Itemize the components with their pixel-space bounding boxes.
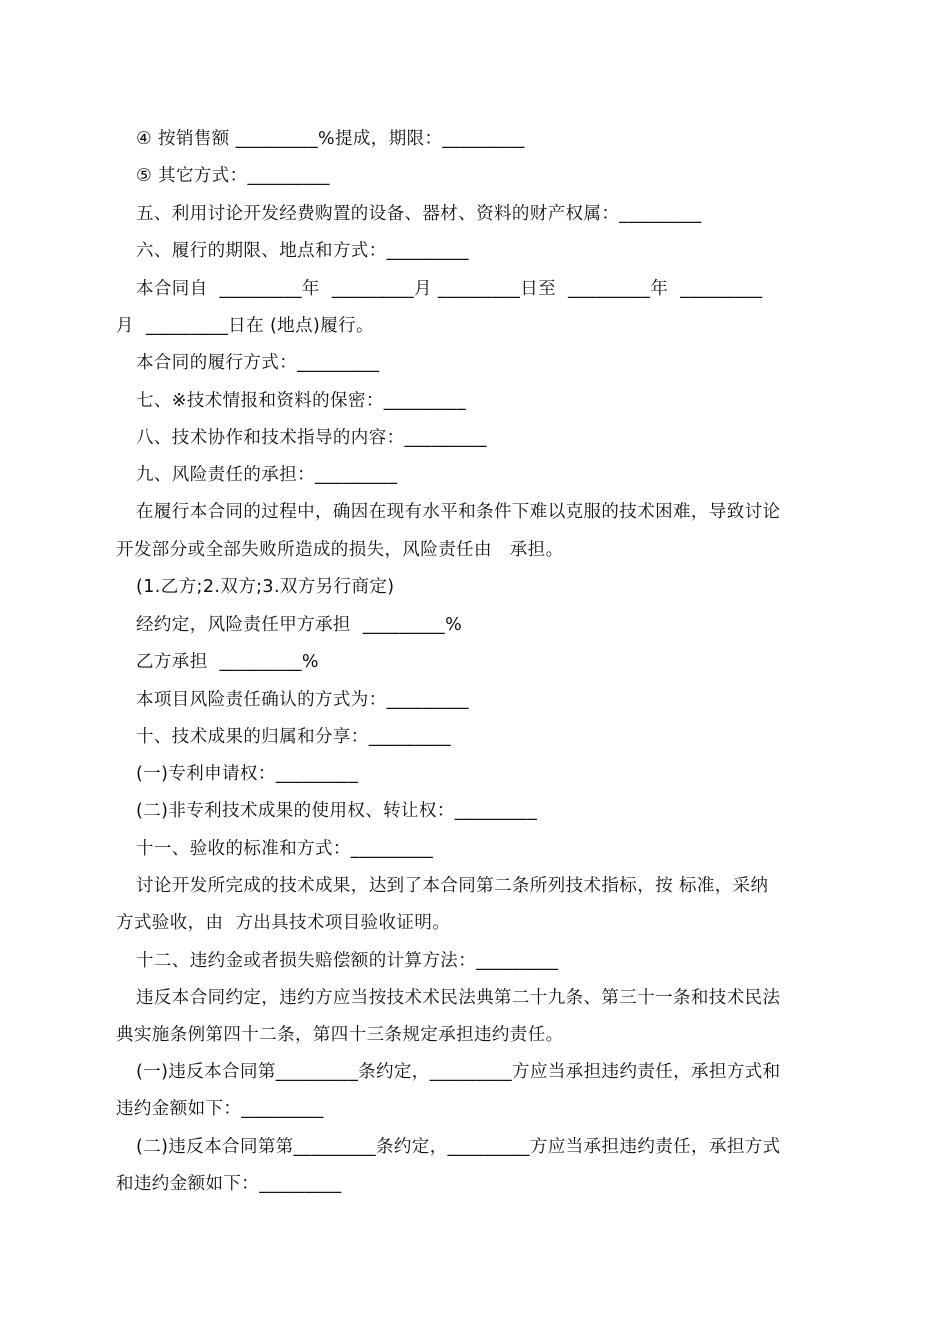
text-line: 月 _________日在 (地点)履行。 xyxy=(116,316,374,336)
text-line: 八、技术协作和技术指导的内容：_________ xyxy=(136,428,487,448)
text-line: 本合同自 _________年 _________月 _________日至 _________年 _________ xyxy=(136,279,763,299)
text-line: (二)非专利技术成果的使用权、转让权：_________ xyxy=(136,801,538,821)
text-line: 七、※技术情报和资料的保密：_________ xyxy=(136,391,467,411)
text-line: ⑤ 其它方式：_________ xyxy=(136,166,330,186)
text-line: 本项目风险责任确认的方式为：_________ xyxy=(136,690,469,710)
text-line: ④ 按销售额 _________%提成，期限：_________ xyxy=(136,129,525,149)
text-line: 六、履行的期限、地点和方式：_________ xyxy=(136,241,469,261)
text-line: 在履行本合同的过程中，确因在现有水平和条件下难以克服的技术困难，导致讨论 xyxy=(136,502,781,522)
text-line: 九、风险责任的承担：_________ xyxy=(136,465,398,485)
text-line: 五、利用讨论开发经费购置的设备、器材、资料的财产权属：_________ xyxy=(136,204,702,224)
text-line: 讨论开发所完成的技术成果，达到了本合同第二条所列技术指标，按 标准，采纳 xyxy=(136,876,769,896)
text-line: (一)专利申请权：_________ xyxy=(136,764,359,784)
text-line: 和违约金额如下：_________ xyxy=(116,1174,342,1194)
text-line: 典实施条例第四十二条，第四十三条规定承担违约责任。 xyxy=(116,1025,564,1045)
text-line: 违反本合同约定，违约方应当按技术术民法典第二十九条、第三十一条和技术民法 xyxy=(136,988,781,1008)
text-line: (二)违反本合同第第_________条约定，_________方应当承担违约责任，承担方式 xyxy=(136,1137,781,1157)
text-line: 方式验收，由 方出具技术项目验收证明。 xyxy=(116,913,451,933)
text-line: 乙方承担 _________% xyxy=(136,652,319,672)
text-line: 十二、违约金或者损失赔偿额的计算方法：_________ xyxy=(136,951,559,971)
text-line: 开发部分或全部失败所造成的损失，风险责任由 承担。 xyxy=(116,540,564,560)
text-line: 本合同的履行方式：_________ xyxy=(136,353,380,373)
text-line: 违约金额如下：_________ xyxy=(116,1099,324,1119)
text-line: 十一、验收的标准和方式：_________ xyxy=(136,839,434,859)
text-line: 十、技术成果的归属和分享：_________ xyxy=(136,727,452,747)
text-line: 经约定，风险责任甲方承担 _________% xyxy=(136,615,463,635)
text-line: (一)违反本合同第_________条约定，_________方应当承担违约责任，承担方式和 xyxy=(136,1062,781,1082)
text-line: (1.乙方;2.双方;3.双方另行商定) xyxy=(136,577,395,597)
